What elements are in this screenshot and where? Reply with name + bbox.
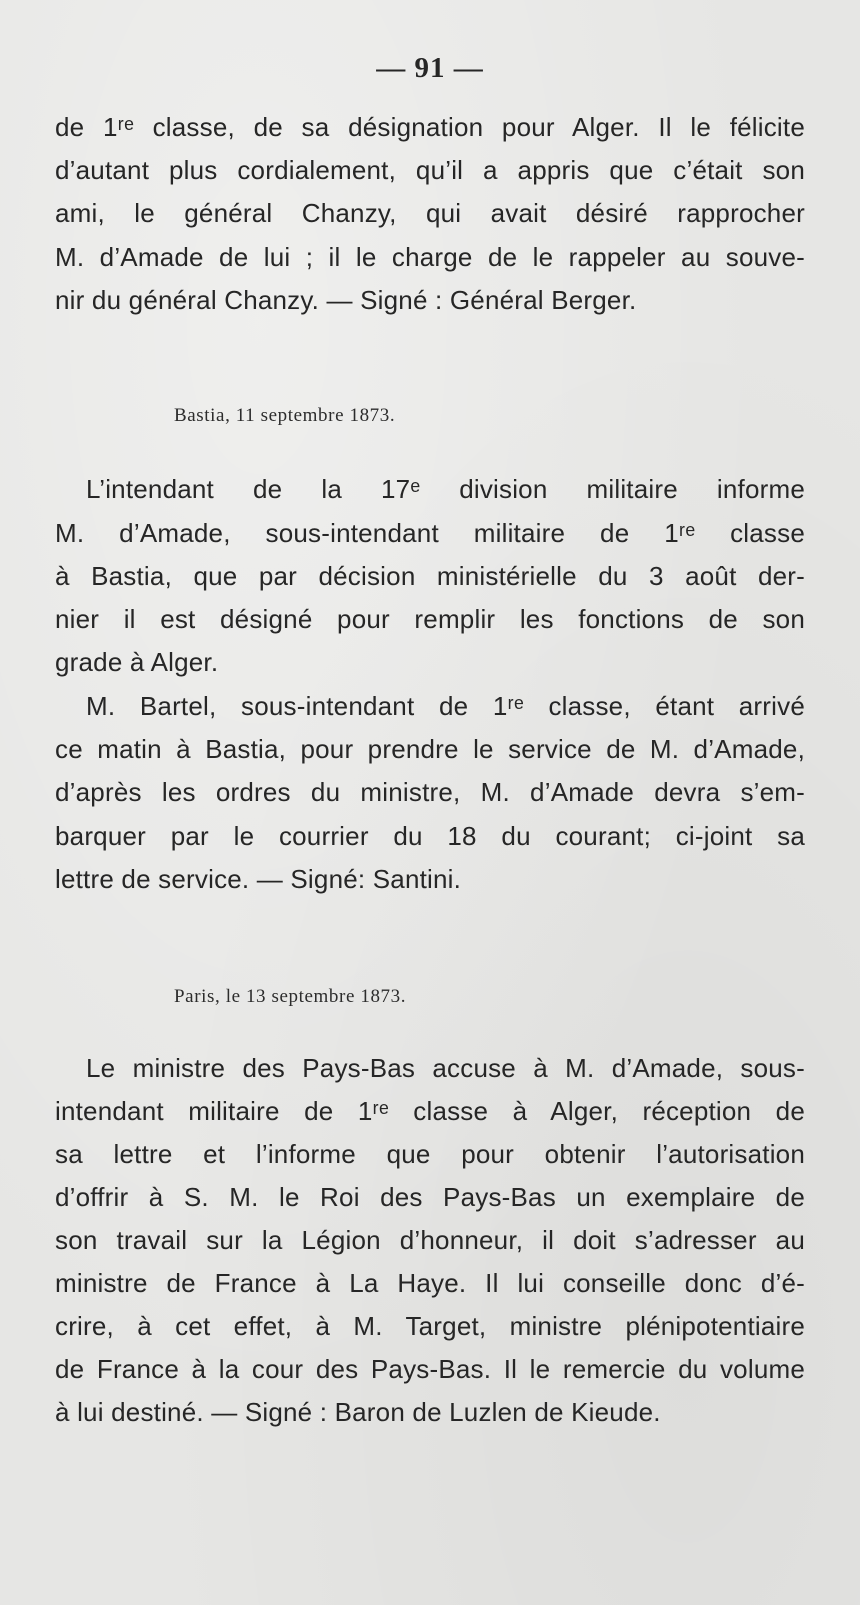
text-line: Le ministre des Pays-Bas accuse à M. d’Amade, sous- [86, 1053, 805, 1083]
text-line: grade à Alger. [55, 647, 219, 677]
dateline: Paris, le 13 septembre 1873. [174, 986, 407, 1007]
page-number: — 91 — [376, 52, 484, 84]
text-line: intendant militaire de 1ʳᵉ classe à Alger, réception de [55, 1096, 805, 1126]
dateline: Bastia, 11 septembre 1873. [174, 405, 396, 426]
text-line: à Bastia, que par décision ministérielle du 3 août der- [55, 561, 805, 591]
text-line: crire, à cet effet, à M. Target, ministre plénipotentiaire [55, 1311, 805, 1341]
text-line: d’après les ordres du ministre, M. d’Amade devra s’em- [55, 777, 805, 807]
text-line: sa lettre et l’informe que pour obtenir l’autorisation [55, 1139, 805, 1169]
text-line: de France à la cour des Pays-Bas. Il le remercie du volume [55, 1354, 805, 1384]
text-line: M. d’Amade, sous-intendant militaire de 1ʳᵉ classe [55, 518, 805, 548]
text-line: M. d’Amade de lui ; il le charge de le rappeler au souve- [55, 242, 805, 272]
text-line: barquer par le courrier du 18 du courant; ci-joint sa [55, 821, 805, 851]
text-line: M. Bartel, sous-intendant de 1ʳᵉ classe, étant arrivé [86, 691, 805, 721]
text-line: son travail sur la Légion d’honneur, il doit s’adresser au [55, 1225, 805, 1255]
text-line: ami, le général Chanzy, qui avait désiré rapprocher [55, 198, 805, 228]
text-line: d’autant plus cordialement, qu’il a appris que c’était son [55, 155, 805, 185]
text-line: à lui destiné. — Signé : Baron de Luzlen de Kieude. [55, 1397, 661, 1427]
text-line: L’intendant de la 17ᵉ division militaire informe [86, 474, 805, 504]
text-line: de 1ʳᵉ classe, de sa désignation pour Alger. Il le félicite [55, 112, 805, 142]
text-line: nier il est désigné pour remplir les fonctions de son [55, 604, 805, 634]
text-line: nir du général Chanzy. — Signé : Général Berger. [55, 285, 637, 315]
text-line: ce matin à Bastia, pour prendre le service de M. d’Amade, [55, 734, 805, 764]
text-line: d’offrir à S. M. le Roi des Pays-Bas un exemplaire de [55, 1182, 805, 1212]
text-line: ministre de France à La Haye. Il lui conseille donc d’é- [55, 1268, 805, 1298]
text-line: lettre de service. — Signé: Santini. [55, 864, 462, 894]
